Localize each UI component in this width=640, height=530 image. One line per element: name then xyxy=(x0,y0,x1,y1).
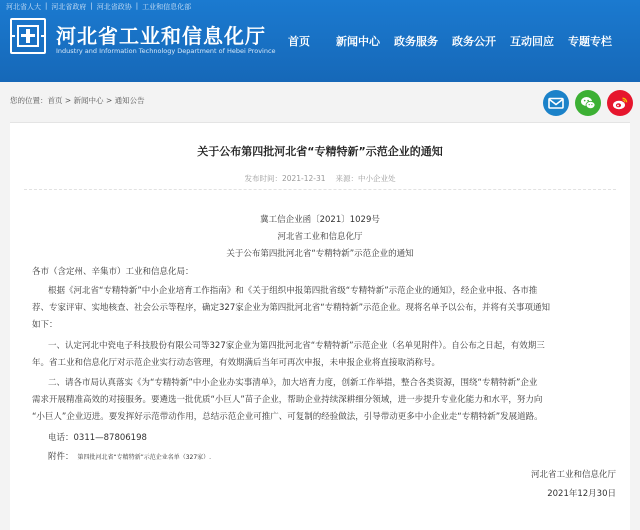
top-link-miit[interactable]: 工业和信息化部 xyxy=(142,3,192,11)
para3-line: 二、请各市局认真落实《为“专精特新”中小企业办实事清单》，加大培育力度，创新工作举措，整合各类资源，围绕“专精特新”企业 xyxy=(48,378,538,388)
breadcrumb xyxy=(10,95,145,106)
para1-line: 如下： xyxy=(32,320,58,330)
top-link-separator: | xyxy=(90,2,93,10)
para1-line: 根据《河北省“专精特新”中小企业培育工作指南》和《关于组织申报第四批省级“专精特新”示范企业的通知》，经企业申报、各市推 xyxy=(48,286,538,296)
mail-icon xyxy=(547,94,565,112)
para2-line: 一、认定河北中瓷电子科技股份有限公司等327家企业为第四批河北省“专精特新”示范企业（名单见附件）。自公布之日起，有效期三 xyxy=(48,341,545,351)
breadcrumb-item-home[interactable]: 首页 xyxy=(47,96,63,105)
site-subtitle: Industry and Information Technology Department of Hebei Province xyxy=(56,47,276,55)
para3-line: “小巨人”企业迈进。要发挥好示范带动作用，总结示范企业可推广、可复制的经验做法，引导带动更多中小企业走“专精特新”发展道路。 xyxy=(32,412,543,422)
breadcrumb-separator: > xyxy=(103,96,115,105)
para3-line: 需求开展精准高效的对接服务。要遴选一批优质“小巨人”苗子企业，帮助企业持续深耕细分领域，进一步提升专业化能力和水平，努力向 xyxy=(32,395,543,405)
nav-services[interactable]: 政务服务 xyxy=(394,35,438,48)
signature: 河北省工业和信息化厅 xyxy=(530,470,616,480)
site-title[interactable]: 河北省工业和信息化厅 xyxy=(56,24,266,48)
breadcrumb-item-notices[interactable]: 通知公告 xyxy=(114,96,145,105)
share-wechat-button[interactable] xyxy=(575,90,601,116)
top-link-renda[interactable]: 河北省人大 xyxy=(6,3,41,11)
top-link-gov[interactable]: 河北省政府 xyxy=(51,3,87,11)
issuer-line: 河北省工业和信息化厅 xyxy=(277,232,363,242)
article-title: 关于公布第四批河北省“专精特新”示范企业的通知 xyxy=(197,145,443,158)
doc-title: 关于公布第四批河北省“专精特新”示范企业的通知 xyxy=(226,249,414,259)
article-panel xyxy=(10,122,630,530)
site-header xyxy=(0,0,640,82)
attachment-row xyxy=(48,450,211,462)
article-source: 来源：中小企业处 xyxy=(335,174,396,183)
title-divider xyxy=(24,189,616,190)
nav-interaction[interactable]: 互动回应 xyxy=(510,35,554,48)
site-logo-icon[interactable] xyxy=(10,18,46,54)
top-link-zhengxie[interactable]: 河北省政协 xyxy=(96,3,132,11)
nav-disclosure[interactable]: 政务公开 xyxy=(452,35,496,48)
breadcrumb-item-news[interactable]: 新闻中心 xyxy=(73,96,104,105)
wechat-icon xyxy=(579,94,597,112)
nav-news[interactable]: 新闻中心 xyxy=(336,35,380,48)
para1-line: 荐、专家评审、实地核查、社会公示等程序，确定327家企业为第四批河北省“专精特新”示范企业。现将名单予以公布，并将有关事项通知 xyxy=(32,303,551,313)
para2-line: 年。省工业和信息化厅对示范企业实行动态管理，有效期满后当年可再次申报，未申报企业将直接取消称号。 xyxy=(32,358,441,368)
top-links xyxy=(6,2,191,12)
signature-date: 2021年12月30日 xyxy=(547,489,616,499)
share-weibo-button[interactable] xyxy=(607,90,633,116)
main-nav xyxy=(288,33,612,49)
share-mail-button[interactable] xyxy=(543,90,569,116)
top-link-separator: | xyxy=(45,2,48,10)
weibo-icon xyxy=(611,94,629,112)
breadcrumb-prefix: 您的位置： xyxy=(10,96,48,105)
contact-phone: 电话：0311—87806198 xyxy=(48,433,147,443)
top-link-separator: | xyxy=(135,2,139,10)
publish-time: 发布时间：2021-12-31 xyxy=(244,174,326,183)
article-meta xyxy=(10,173,630,184)
nav-topics[interactable]: 专题专栏 xyxy=(568,35,612,48)
nav-home[interactable]: 首页 xyxy=(288,35,310,48)
attachment-label: 附件： xyxy=(48,452,74,462)
doc-number: 冀工信企业函〔2021〕1029号 xyxy=(260,215,380,225)
salutation: 各市（含定州、辛集市）工业和信息化局： xyxy=(32,267,194,277)
attachment-link[interactable]: 第四批河北省“专精特新”示范企业名单（327家）. xyxy=(77,454,212,461)
breadcrumb-separator: > xyxy=(62,96,74,105)
